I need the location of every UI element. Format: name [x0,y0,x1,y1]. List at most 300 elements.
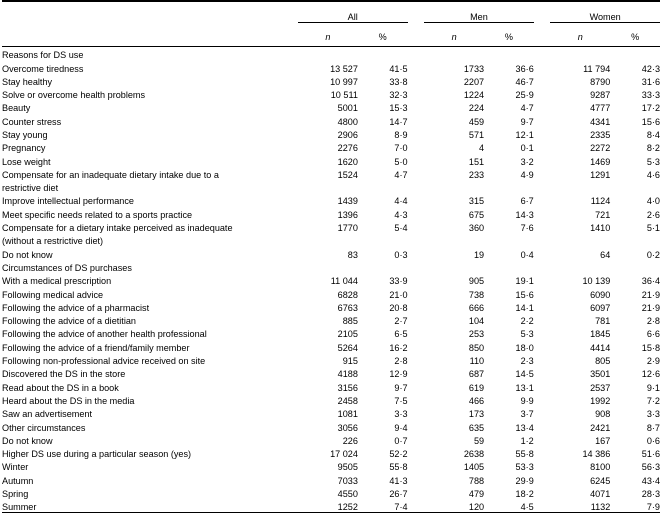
row-women-n: 2537 [590,382,611,393]
row-all-pct: 4·4 [394,196,408,207]
row-all-n: 1770 [337,223,358,234]
section-empty-cell [424,47,484,61]
row-all-n: 4188 [337,369,358,380]
table-row [2,406,660,419]
section-header-row [2,47,660,61]
row-gap-2 [534,246,551,259]
continuation-empty-cell [358,233,408,246]
row-all-pct: 9·7 [394,382,408,393]
row-men-pct: 0·4 [520,249,534,260]
group-gap-1 [408,5,425,23]
row-gap-2 [534,379,551,392]
row-gap-1 [408,207,425,220]
row-women-n: 2421 [590,422,611,433]
section-empty-cell [408,260,425,273]
row-men-pct: 4·9 [520,169,534,180]
section-empty-cell [534,260,551,273]
row-gap-2 [534,300,551,313]
table-row [2,127,660,140]
row-gap-1 [408,499,425,513]
row-gap-2 [534,366,551,379]
row-label: Do not know [2,249,53,260]
row-men-pct: 18·0 [515,342,534,353]
row-women-pct: 36·4 [641,276,660,287]
row-all-n: 9505 [337,462,358,473]
row-all-pct: 20·8 [389,302,408,313]
row-label: Following the advice of another health professional [2,329,207,340]
section-empty-cell [484,47,534,61]
row-gap-2 [534,100,551,113]
row-all-pct: 9·4 [394,422,408,433]
row-gap-2 [534,486,551,499]
row-label: Compensate for an inadequate dietary intake due to a [2,169,219,180]
row-gap-1 [408,127,425,140]
row-gap-1 [408,419,425,432]
row-men-n: 19 [473,249,485,260]
row-gap-1 [408,140,425,153]
row-label: Following non-professional advice received on site [2,356,206,367]
row-all-pct: 7·4 [394,502,408,513]
row-gap-2 [534,353,551,366]
row-women-n: 805 [595,356,611,367]
row-women-n: 3501 [590,369,611,380]
row-women-pct: 31·6 [641,76,660,87]
row-all-pct: 41·5 [389,63,408,74]
row-women-n: 721 [595,209,611,220]
row-women-n: 1992 [590,395,611,406]
row-all-n: 7033 [337,475,358,486]
row-label: Meet specific needs related to a sports practice [2,209,193,220]
row-women-pct: 3·3 [646,409,660,420]
table-row [2,140,660,153]
row-women-n: 1845 [590,329,611,340]
row-women-pct: 2·6 [646,209,660,220]
row-label: Improve intellectual performance [2,196,134,207]
row-gap-1 [408,433,425,446]
row-gap-1 [408,286,425,299]
row-all-n: 3156 [337,382,358,393]
continuation-empty-cell [358,180,408,193]
row-gap-1 [408,486,425,499]
section-empty-cell [298,260,358,273]
continuation-empty-cell [534,180,551,193]
table-row-continuation [2,180,660,193]
row-gap-1 [408,273,425,286]
table-row [2,286,660,299]
table-row [2,393,660,406]
row-label: Summer [2,502,37,513]
subheader-all-n: n [325,31,331,42]
row-women-pct: 12·6 [641,369,660,380]
section-gap-2 [534,446,551,459]
row-label: Stay young [2,129,48,140]
row-men-n: 571 [468,129,485,140]
row-men-pct: 3·2 [520,156,534,167]
row-men-n: 151 [468,156,485,167]
row-label: Winter [2,462,29,473]
subheader-gap-2 [534,23,551,43]
row-all-pct: 26·7 [389,489,408,499]
ds-use-statistics-table [2,0,660,516]
row-gap-2 [534,499,551,513]
row-gap-1 [408,326,425,339]
section-title: Reasons for DS use [2,50,84,61]
row-gap-2 [534,419,551,432]
table-row [2,340,660,353]
section-empty-cell [610,47,660,61]
section-empty-cell [358,47,408,61]
row-men-pct: 4·7 [520,103,534,114]
row-all-pct: 21·0 [389,289,408,300]
row-all-pct: 0·7 [394,435,408,446]
row-label: Following medical advice [2,289,104,300]
row-men-pct: 2·3 [520,356,534,367]
row-women-pct: 6·6 [646,329,660,340]
row-all-pct: 16·2 [389,342,408,353]
row-women-pct: 17·2 [641,103,660,114]
row-label: With a medical prescription [2,276,112,287]
row-women-n: 4071 [590,489,611,499]
row-all-pct: 0·3 [394,249,408,260]
row-women-pct: 4·0 [646,196,660,207]
row-women-n: 6097 [590,302,611,313]
row-women-n: 6090 [590,289,611,300]
row-men-pct: 6·7 [520,196,534,207]
row-gap-1 [408,406,425,419]
row-men-pct: 1·2 [520,435,534,446]
section-men-n: 2638 [463,449,485,460]
section-empty-cell [534,47,551,61]
section-men-pct: 55·8 [515,449,534,460]
row-gap-1 [408,167,425,180]
row-men-pct: 4·5 [520,502,534,513]
row-women-n: 1469 [590,156,611,167]
row-men-n: 687 [468,369,485,380]
table-row [2,273,660,286]
table-header [2,1,660,47]
row-gap-2 [534,273,551,286]
row-gap-1 [408,220,425,233]
table-row [2,499,660,513]
row-gap-1 [408,87,425,100]
row-all-pct: 5·0 [394,156,408,167]
row-all-n: 10 997 [330,76,358,87]
row-all-n: 1081 [337,409,358,420]
row-men-n: 1224 [463,90,485,101]
table-row [2,379,660,392]
row-gap-2 [534,74,551,87]
row-women-n: 2272 [590,143,611,154]
row-men-n: 1733 [463,63,485,74]
row-men-pct: 53·3 [515,462,534,473]
row-all-pct: 6·5 [394,329,408,340]
row-men-pct: 7·6 [520,223,534,234]
row-men-pct: 9·9 [520,395,534,406]
row-women-pct: 7·2 [646,395,660,406]
continuation-empty-cell [550,180,610,193]
table-row [2,87,660,100]
row-gap-1 [408,74,425,87]
column-group-women: Women [550,5,660,23]
continuation-empty-cell [424,233,484,246]
section-empty-cell [358,260,408,273]
row-gap-1 [408,353,425,366]
row-all-n: 13 527 [330,63,358,74]
row-men-pct: 3·7 [520,409,534,420]
row-label: Overcome tiredness [2,63,84,74]
row-all-pct: 32·3 [389,90,408,101]
section-women-n: 14 386 [582,449,611,460]
row-all-n: 11 044 [330,276,358,287]
row-all-n: 4550 [337,489,358,499]
row-all-pct: 33·8 [389,76,408,87]
section-empty-cell [424,260,484,273]
table-row [2,300,660,313]
header-spacer [2,5,298,23]
row-all-n: 1396 [337,209,358,220]
row-men-pct: 18·2 [515,489,534,499]
row-men-pct: 25·9 [515,90,534,101]
row-women-pct: 4·6 [646,169,660,180]
row-all-pct: 4·7 [394,169,408,180]
row-men-pct: 5·3 [520,329,534,340]
continuation-empty-cell [484,180,534,193]
row-women-n: 11 794 [583,63,611,74]
row-women-n: 4777 [590,103,611,114]
row-all-pct: 14·7 [389,116,408,127]
row-gap-1 [408,246,425,259]
subheader-men-pct: % [504,31,513,42]
row-all-pct: 55·8 [389,462,408,473]
row-all-pct: 7·0 [394,143,408,154]
subheader-all-pct: % [378,31,387,42]
row-all-n: 1439 [337,196,358,207]
continuation-empty-cell [408,180,425,193]
row-all-n: 2105 [337,329,358,340]
subheader-men-n: n [451,31,457,42]
row-gap-1 [408,153,425,166]
row-all-n: 6763 [337,302,358,313]
row-label: Stay healthy [2,76,53,87]
row-men-pct: 0·1 [520,143,534,154]
row-men-n: 59 [473,435,485,446]
column-group-header-row [2,5,660,23]
row-women-pct: 43·4 [641,475,660,486]
row-all-n: 885 [342,316,358,327]
row-all-n: 5001 [337,103,358,114]
row-gap-1 [408,193,425,206]
row-men-n: 315 [468,196,485,207]
continuation-empty-cell [424,180,484,193]
row-all-pct: 33·9 [389,276,408,287]
row-women-n: 2335 [590,129,611,140]
row-all-pct: 3·3 [394,409,408,420]
table-row [2,220,660,233]
row-gap-2 [534,340,551,353]
row-men-n: 173 [468,409,485,420]
row-label-continuation: (without a restrictive diet) [2,236,104,247]
row-women-pct: 28·3 [641,489,660,499]
row-men-n: 459 [468,116,485,127]
table-row [2,193,660,206]
row-gap-1 [408,100,425,113]
row-men-n: 850 [468,342,485,353]
row-women-pct: 56·3 [641,462,660,473]
row-men-n: 635 [468,422,485,433]
row-women-pct: 9·1 [646,382,660,393]
row-men-n: 104 [468,316,485,327]
section-empty-cell [610,260,660,273]
row-gap-1 [408,300,425,313]
subheader-women-pct: % [631,31,640,42]
row-men-n: 738 [468,289,485,300]
row-women-pct: 2·8 [646,316,660,327]
row-all-n: 2906 [337,129,358,140]
row-gap-1 [408,379,425,392]
row-men-pct: 46·7 [515,76,534,87]
section-gap-1 [408,446,425,459]
row-all-n: 5264 [337,342,358,353]
row-women-n: 4341 [590,116,611,127]
row-gap-1 [408,366,425,379]
row-men-n: 233 [468,169,485,180]
row-men-n: 224 [468,103,485,114]
row-women-n: 9287 [590,90,611,101]
row-all-n: 4800 [337,116,358,127]
row-gap-2 [534,393,551,406]
row-women-n: 10 139 [582,276,611,287]
row-women-n: 781 [595,316,611,327]
table-row [2,486,660,499]
row-gap-2 [534,313,551,326]
section-women-pct: 51·6 [641,449,660,460]
row-women-n: 1124 [590,196,611,207]
row-women-pct: 21·9 [641,302,660,313]
row-gap-2 [534,473,551,486]
row-all-n: 1524 [337,169,358,180]
row-men-n: 2207 [463,76,485,87]
row-label: Following the advice of a dietitian [2,316,136,327]
row-label: Heard about the DS in the media [2,395,135,406]
row-women-pct: 7·9 [646,502,660,513]
row-gap-2 [534,113,551,126]
row-gap-2 [534,286,551,299]
row-all-pct: 4·3 [394,209,408,220]
row-all-pct: 41·3 [389,475,408,486]
row-label: Saw an advertisement [2,409,92,420]
section-all-pct: 52·2 [389,449,408,460]
table-row [2,353,660,366]
row-women-pct: 8·2 [646,143,660,154]
section-empty-cell [550,260,610,273]
section-empty-cell [408,47,425,61]
row-label: Counter stress [2,116,62,127]
row-women-n: 8790 [590,76,611,87]
subheader-gap-1 [408,23,425,43]
row-women-pct: 8·4 [646,129,660,140]
table-row [2,473,660,486]
row-men-pct: 2·2 [520,316,534,327]
row-women-n: 64 [600,249,611,260]
row-men-n: 619 [468,382,485,393]
row-women-pct: 0·6 [646,435,660,446]
table-row [2,326,660,339]
table-row-continuation [2,233,660,246]
row-label: Following the advice of a friend/family member [2,342,190,353]
row-men-n: 479 [468,489,485,499]
row-gap-2 [534,60,551,73]
section-empty-cell [484,260,534,273]
row-all-n: 2458 [337,395,358,406]
row-label: Pregnancy [2,143,46,154]
row-women-n: 1410 [590,223,611,234]
row-gap-1 [408,60,425,73]
table-row [2,419,660,432]
row-label: Discovered the DS in the store [2,369,126,380]
row-women-pct: 15·6 [641,116,660,127]
row-men-n: 360 [468,223,485,234]
continuation-empty-cell [484,233,534,246]
row-women-n: 8100 [590,462,611,473]
row-men-n: 466 [468,395,485,406]
group-gap-2 [534,5,551,23]
section-empty-cell [298,47,358,61]
table-row [2,313,660,326]
row-gap-2 [534,167,551,180]
row-label: Read about the DS in a book [2,382,119,393]
continuation-empty-cell [610,180,660,193]
table-row [2,433,660,446]
row-label: Do not know [2,435,53,446]
row-men-pct: 14·3 [515,209,534,220]
continuation-empty-cell [298,233,358,246]
section-header-row [2,446,660,459]
row-all-pct: 8·9 [394,129,408,140]
row-gap-2 [534,153,551,166]
row-men-pct: 9·7 [520,116,534,127]
column-subheader-row [2,23,660,43]
row-women-pct: 5·1 [646,223,660,234]
row-all-n: 1620 [337,156,358,167]
row-women-n: 4414 [590,342,611,353]
row-gap-1 [408,340,425,353]
row-all-n: 10 511 [330,90,358,101]
row-gap-2 [534,127,551,140]
column-group-men: Men [424,5,534,23]
row-women-pct: 21·9 [641,289,660,300]
row-gap-2 [534,140,551,153]
row-label-continuation: restrictive diet [2,183,59,194]
row-women-n: 908 [595,409,611,420]
section-title: Higher DS use during a particular season (yes) [2,449,192,460]
row-men-n: 675 [468,209,485,220]
row-all-n: 915 [342,356,358,367]
row-men-n: 120 [468,502,485,513]
table-row [2,207,660,220]
row-men-pct: 29·9 [515,475,534,486]
table-row [2,60,660,73]
row-all-pct: 7·5 [394,395,408,406]
row-women-n: 1291 [590,169,611,180]
row-men-n: 788 [468,475,485,486]
row-women-pct: 33·3 [641,90,660,101]
row-men-pct: 14·1 [515,302,534,313]
continuation-empty-cell [550,233,610,246]
row-women-pct: 15·8 [641,342,660,353]
subheader-women-n: n [577,31,583,42]
row-men-pct: 36·6 [515,63,534,74]
row-women-pct: 2·9 [646,356,660,367]
